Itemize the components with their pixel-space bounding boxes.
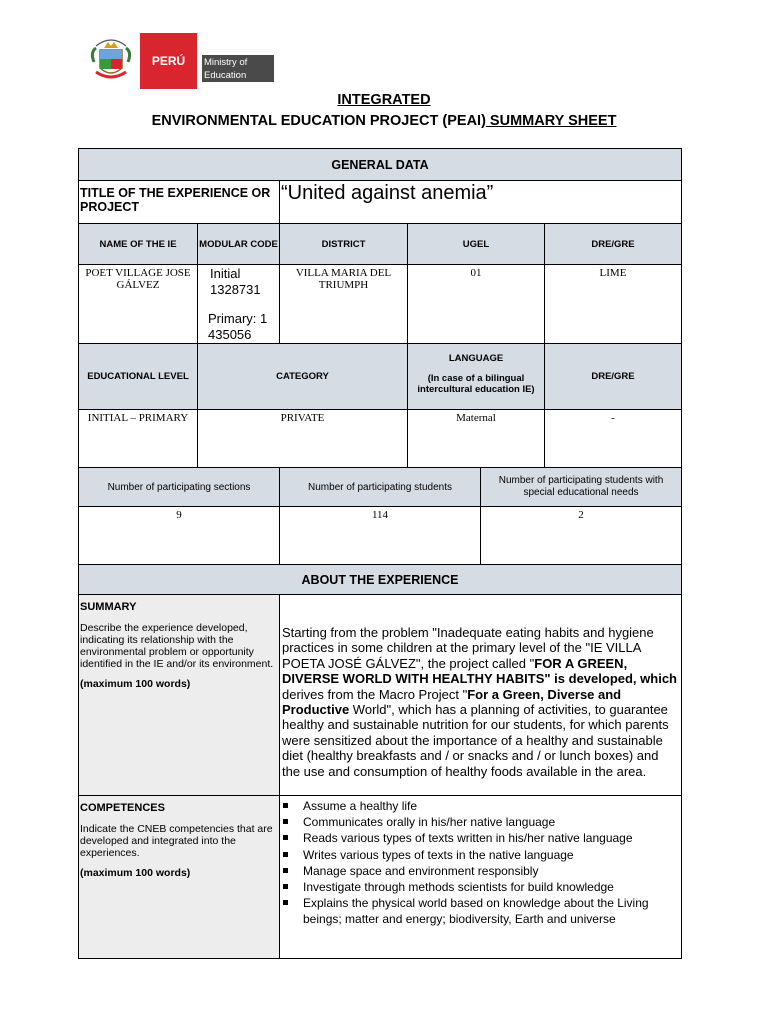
document-title-line-1: INTEGRATED [337,92,431,108]
summary-text-part-2: FOR A GREEN, DIVERSE WORLD WITH HEALTHY HABITS" is developed, which [282,655,677,687]
col-header-dre: DRE/GRE [544,223,682,265]
list-item: Explains the physical world based on knowledge about the Living beings; matter and energy; biodiversity, Earth and universe [280,895,681,927]
dre-value: LIME [544,264,682,344]
competences-list-cell [279,795,682,959]
title-part-2: SUMMARY SHEET [485,113,617,129]
list-item: Writes various types of texts in the native language [280,847,681,863]
col-header-language [407,343,545,410]
sections-value: 9 [78,506,280,565]
district-value: VILLA MARIA DEL TRIUMPH [279,264,408,344]
competences-max-words: (maximum 100 words) [80,867,191,879]
summary-description: Describe the experience developed, indicating its relationship with the environmental problem or opportunity identified in the IE and/or its environment. [80,622,274,670]
competences-label: COMPETENCES [80,802,165,814]
ugel-value: 01 [407,264,545,344]
col-header-sections: Number of participating sections [78,467,280,507]
peru-logo: PERÚ [140,33,197,89]
competences-label-cell [78,795,280,959]
coat-of-arms-logo [86,32,136,88]
educational-level-value: INITIAL – PRIMARY [78,409,198,468]
summary-label: SUMMARY [80,601,137,613]
col-header-ie-name: NAME OF THE IE [78,223,198,265]
competences-description: Indicate the CNEB competencies that are developed and integrated into the experiences. [80,823,273,859]
category-value: PRIVATE [197,409,408,468]
project-title-value: “United against anemia” [279,180,682,224]
list-item: Assume a healthy life [280,798,681,814]
list-item: Investigate through methods scientists for build knowledge [280,879,681,895]
students-value: 114 [279,506,481,565]
summary-text-cell [279,594,682,796]
col-header-district: DISTRICT [279,223,408,265]
list-item: Manage space and environment responsibly [280,863,681,879]
col-header-special-needs: Number of participating students with special educational needs [480,467,682,507]
language-label: LANGUAGE [448,353,504,364]
summary-text-part-3: derives from the Macro Project " [282,686,468,702]
list-item: Communicates orally in his/her native language [280,814,681,830]
document-title-line-2 [0,113,768,129]
language-value: Maternal [407,409,545,468]
modular-code-initial: Initial 1328731 [210,266,261,297]
list-item: Reads various types of texts written in his/her native language [280,830,681,846]
special-needs-value: 2 [480,506,682,565]
competences-list [280,796,681,928]
col-header-category: CATEGORY [197,343,408,410]
title-label: TITLE OF THE EXPERIENCE OR PROJECT [78,180,280,224]
summary-text-part-5: World", which has a planning of activities, to guarantee healthy and sustainable nutrition for our students, for which parents were sensitized about the importance of a healthy and sustainable diet (healthy breakfasts and / or snacks and / or lunch boxes) and the use and consumption of healthy foods available in the area. [282,702,669,779]
col-header-dre-2: DRE/GRE [544,343,682,410]
modular-code-primary: Primary: 1 435056 [208,311,268,342]
col-header-educational-level: EDUCATIONAL LEVEL [78,343,198,410]
general-data-heading: GENERAL DATA [78,148,682,181]
modular-code-value [197,264,280,344]
ie-name-value: POET VILLAGE JOSE GÁLVEZ [78,264,198,344]
col-header-modular-code: MODULAR CODE [197,223,280,265]
ministry-line-1: Ministry of [204,57,248,68]
dre-value-2: - [544,409,682,468]
ministry-line-2: Education [204,70,247,81]
about-experience-heading: ABOUT THE EXPERIENCE [78,564,682,595]
ministry-label [202,55,274,82]
summary-text-part-1: Starting from the problem "Inadequate eating habits and hygiene practices in some children at the primary level of the "IE VILLA POETA JOSÉ GÁLVEZ", the project called " [282,625,654,671]
language-note: (In case of a bilingual intercultural education IE) [417,373,535,395]
title-part-1: ENVIRONMENTAL EDUCATION PROJECT (PEAI) [151,113,486,129]
summary-text-part-4: For a Green, Diverse and Productive [282,686,622,718]
col-header-students: Number of participating students [279,467,481,507]
summary-max-words: (maximum 100 words) [80,678,191,690]
col-header-ugel: UGEL [407,223,545,265]
summary-label-cell [78,594,280,796]
